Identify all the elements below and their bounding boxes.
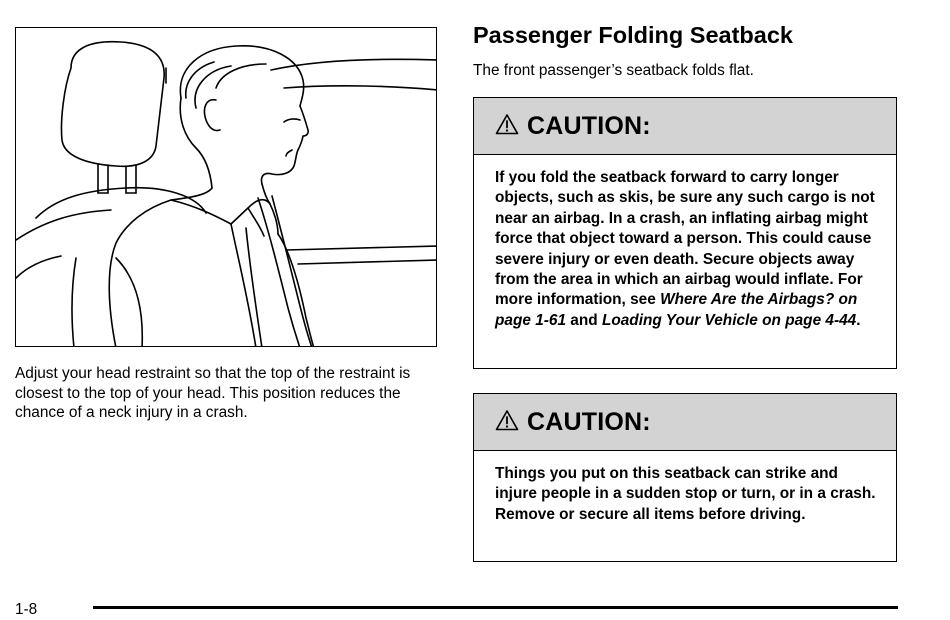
head-restraint-illustration bbox=[15, 27, 437, 347]
passenger-head bbox=[180, 46, 303, 106]
caution-header bbox=[474, 98, 896, 155]
section-intro: The front passenger’s seatback folds flat. bbox=[473, 62, 754, 79]
caution-text bbox=[474, 155, 896, 345]
headrest bbox=[61, 42, 164, 167]
warning-triangle-icon bbox=[495, 113, 519, 135]
caution-header bbox=[474, 394, 896, 451]
caution-text-part: If you fold the seatback forward to carry longer objects, such as skis, be sure any such cargo is not near an airbag. In a crash, an inflating airbag might force that object toward a person. This could cause severe injury or even death. Secure objects away from the area in which an airbag would inflate. For more information, see bbox=[495, 169, 875, 309]
caution-text: Things you put on this seatback can strike and injure people in a sudden stop or turn, or in a crash. Remove or secure all items before driving. bbox=[495, 465, 876, 523]
section-title: Passenger Folding Seatback bbox=[473, 22, 793, 48]
caution-label: CAUTION: bbox=[527, 111, 651, 140]
warning-triangle-icon bbox=[495, 409, 519, 431]
caution-box-seatback-items bbox=[473, 393, 897, 562]
cross-reference-loading: Loading Your Vehicle on page 4-44 bbox=[601, 311, 857, 329]
page-number: 1-8 bbox=[15, 601, 38, 618]
figure-caption: Adjust your head restraint so that the top of the restraint is closest to the top of your head. This position reduces the chance of a neck injury in a crash. bbox=[15, 365, 411, 421]
footer-rule bbox=[93, 606, 898, 609]
caution-box-airbag bbox=[473, 97, 897, 369]
cross-reference-airbags: Where Are the Airbags? on page 1-61 bbox=[495, 291, 858, 329]
caution-text-part: . bbox=[856, 311, 861, 329]
caution-label: CAUTION: bbox=[527, 407, 651, 436]
caution-text-part: and bbox=[566, 311, 602, 329]
